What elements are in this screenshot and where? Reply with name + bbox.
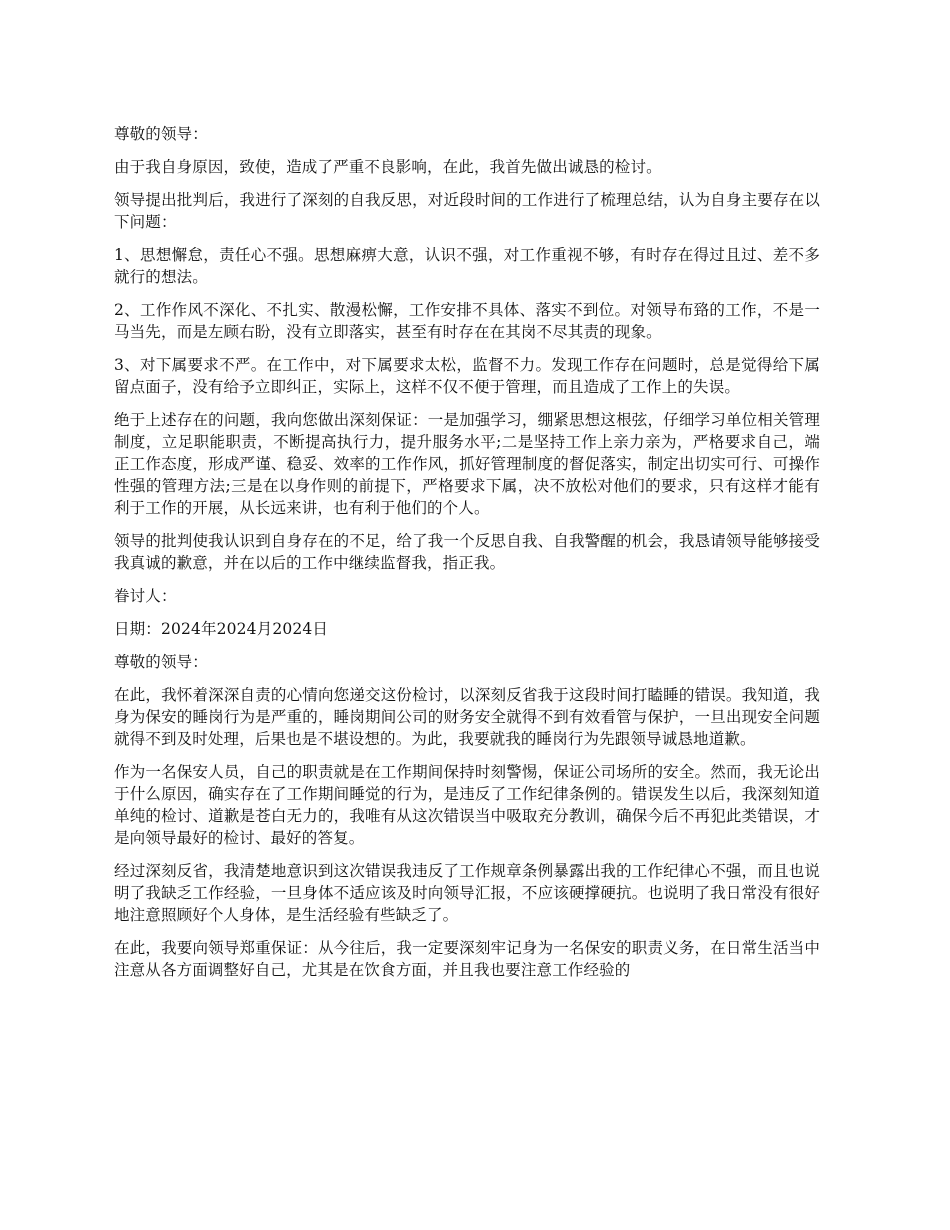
- issue-1-paragraph: 1、思想懈怠，责任心不强。思想麻痹大意，认识不强，对工作重视不够，有时存在得过且过、差不多就行的想法。: [114, 246, 820, 286]
- signature-line: 眷讨人：: [114, 587, 177, 605]
- guarantee-paragraph: 绝于上述存在的问题，我向您做出深刻保证：一是加强学习，绷紧思想这根弦，仔细学习单位相关管理制度，立足职能职责，不断提高执行力，提升服务水平;二是坚持工作上亲力亲为，严格要求自己，端正工作态度，形成严谨、稳妥、效率的工作作风，抓好管理制度的督促落实，制定出切实可行、可操作性强的管理方法;三是在以身作则的前提下，严格要求下属，决不放松对他们的要求，只有这样才能有利于工作的开展，从长远来讲，也有利于他们的个人。: [114, 411, 820, 517]
- date-line: 日期：2024年2024月2024日: [114, 620, 329, 638]
- sleep-apology-paragraph: 在此，我怀着深深自责的心情向您递交这份检讨，以深刻反省我于这段时间打瞌睡的错误。我知道，我身为保安的睡岗行为是严重的，睡岗期间公司的财务安全就得不到有效看管与保护，一旦出现安全问题就得不到及时处理，后果也是不堪设想的。为此，我要就我的睡岗行为先跟领导诚恳地道歉。: [114, 686, 820, 748]
- salutation-second: 尊敬的领导：: [114, 653, 208, 671]
- closing-paragraph: 领导的批判使我认识到自身存在的不足，给了我一个反思自我、自我警醒的机会，我恳请领导能够接受我真诚的歉意，并在以后的工作中继续监督我，指正我。: [114, 532, 820, 572]
- self-examination-paragraph: 经过深刻反省，我清楚地意识到这次错误我违反了工作规章条例暴露出我的工作纪律心不强，而且也说明了我缺乏工作经验，一旦身体不适应该及时向领导汇报，不应该硬撑硬抗。也说明了我日常没有很好地注意照顾好个人身体，是生活经验有些缺乏了。: [114, 862, 820, 924]
- duty-paragraph: 作为一名保安人员，自己的职责就是在工作期间保持时刻警惕，保证公司场所的安全。然而，我无论出于什么原因，确实存在了工作期间睡觉的行为，是违反了工作纪律条例的。错误发生以后，我深刻知道单纯的检讨、道歉是苍白无力的，我唯有从这次错误当中吸取充分教训，确保今后不再犯此类错误，才是向领导最好的检讨、最好的答复。: [114, 763, 820, 847]
- intro-paragraph: 由于我自身原因，致使，造成了严重不良影响，在此，我首先做出诚恳的检讨。: [114, 158, 662, 176]
- pledge-paragraph: 在此，我要向领导郑重保证：从今往后，我一定要深刻牢记身为一名保安的职责义务，在日常生活当中注意从各方面调整好自己，尤其是在饮食方面，并且我也要注意工作经验的: [114, 939, 820, 979]
- reflection-paragraph: 领导提出批判后，我进行了深刻的自我反思，对近段时间的工作进行了梳理总结，认为自身主要存在以下问题：: [114, 191, 820, 231]
- issue-2-paragraph: 2、工作作风不深化、不扎实、散漫松懈，工作安排不具体、落实不到位。对领导布臵的工作，不是一马当先，而是左顾右盼，没有立即落实，甚至有时存在在其岗不尽其责的现象。: [114, 301, 820, 341]
- salutation: 尊敬的领导：: [114, 125, 208, 143]
- issue-3-paragraph: 3、对下属要求不严。在工作中，对下属要求太松，监督不力。发现工作存在问题时，总是觉得给下属留点面子，没有给予立即纠正，实际上，这样不仅不便于管理，而且造成了工作上的失误。: [114, 356, 820, 396]
